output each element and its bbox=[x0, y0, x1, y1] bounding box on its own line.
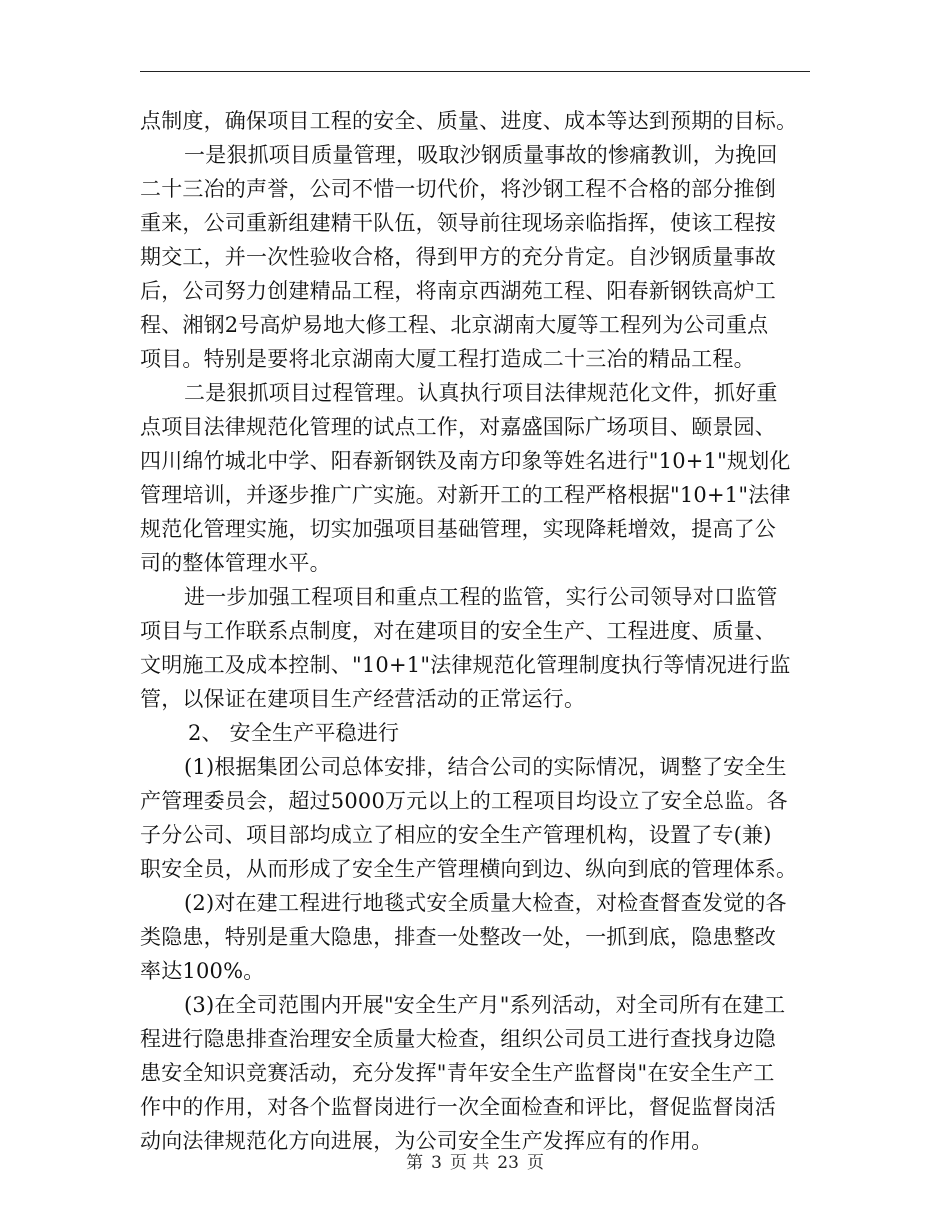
text-line: 四川绵竹城北中学、阳春新钢铁及南方印象等姓名进行"10+1"规划化 bbox=[140, 449, 791, 473]
text-line: 司的整体管理水平。 bbox=[140, 551, 331, 575]
footer-suffix: 页 bbox=[526, 1153, 544, 1173]
text-line: 文明施工及成本控制、"10+1"法律规范化管理制度执行等情况进行监 bbox=[140, 653, 791, 677]
total-page-count: 23 bbox=[497, 1153, 519, 1173]
text-line: 点项目法律规范化管理的试点工作，对嘉盛国际广场项目、颐景园、 bbox=[140, 415, 776, 439]
current-page-number: 3 bbox=[431, 1153, 442, 1173]
text-line: (3)在全司范围内开展"安全生产月"系列活动，对全司所有在建工 bbox=[184, 993, 786, 1017]
text-line: 动向法律规范化方向进展，为公司安全生产发挥应有的作用。 bbox=[140, 1129, 713, 1153]
text-line: 作中的作用，对各个监督岗进行一次全面检查和评比，督促监督岗活 bbox=[140, 1095, 776, 1119]
text-line: 程、湘钢2号高炉易地大修工程、北京湖南大厦等工程列为公司重点 bbox=[140, 313, 769, 337]
text-line: 管理培训，并逐步推广广实施。对新开工的工程严格根据"10+1"法律 bbox=[140, 483, 791, 507]
text-line: 率达100%。 bbox=[140, 959, 265, 983]
text-line: 期交工，并一次性验收合格，得到甲方的充分肯定。自沙钢质量事故 bbox=[140, 245, 776, 269]
text-line: (2)对在建工程进行地毯式安全质量大检查，对检查督查发觉的各 bbox=[184, 891, 787, 915]
document-body bbox=[140, 104, 812, 1158]
text-line: 子分公司、项目部均成立了相应的安全生产管理机构，设置了专(兼) bbox=[140, 823, 772, 847]
text-line: 项目。特别是要将北京湖南大厦工程打造成二十三冶的精品工程。 bbox=[140, 347, 755, 371]
footer-prefix: 第 bbox=[406, 1153, 424, 1173]
text-line: 二是狠抓项目过程管理。认真执行项目法律规范化文件，抓好重 bbox=[184, 381, 778, 405]
text-line: 二十三冶的声誉，公司不惜一切代价，将沙钢工程不合格的部分推倒 bbox=[140, 177, 776, 201]
text-line: 规范化管理实施，切实加强项目基础管理，实现降耗增效，提高了公 bbox=[140, 517, 776, 541]
text-line: 重来，公司重新组建精干队伍，领导前往现场亲临指挥，使该工程按 bbox=[140, 211, 776, 235]
text-line: 一是狠抓项目质量管理，吸取沙钢质量事故的惨痛教训，为挽回 bbox=[184, 143, 778, 167]
footer-middle: 页 共 bbox=[449, 1153, 490, 1173]
text-line: 点制度，确保项目工程的安全、质量、进度、成本等达到预期的目标。 bbox=[140, 109, 798, 133]
text-line: 患安全知识竞赛活动，充分发挥"青年安全生产监督岗"在安全生产工 bbox=[140, 1061, 775, 1085]
text-line: 产管理委员会，超过5000万元以上的工程项目均设立了安全总监。各 bbox=[140, 789, 788, 813]
page-footer bbox=[0, 1151, 950, 1175]
text-line: 类隐患，特别是重大隐患，排查一处整改一处，一抓到底，隐患整改 bbox=[140, 925, 776, 949]
text-line: 项目与工作联系点制度，对在建项目的安全生产、工程进度、质量、 bbox=[140, 619, 776, 643]
text-line: 职安全员，从而形成了安全生产管理横向到边、纵向到底的管理体系。 bbox=[140, 857, 798, 881]
text-line: 后，公司努力创建精品工程，将南京西湖苑工程、阳春新钢铁高炉工 bbox=[140, 279, 776, 303]
section-heading: 2、 安全生产平稳进行 bbox=[188, 721, 400, 745]
text-line: (1)根据集团公司总体安排，结合公司的实际情况，调整了安全生 bbox=[184, 755, 787, 779]
text-line: 程进行隐患排查治理安全质量大检查，组织公司员工进行查找身边隐 bbox=[140, 1027, 776, 1051]
text-line: 管，以保证在建项目生产经营活动的正常运行。 bbox=[140, 687, 586, 711]
text-line: 进一步加强工程项目和重点工程的监管，实行公司领导对口监管 bbox=[184, 585, 778, 609]
header-rule bbox=[140, 71, 810, 72]
